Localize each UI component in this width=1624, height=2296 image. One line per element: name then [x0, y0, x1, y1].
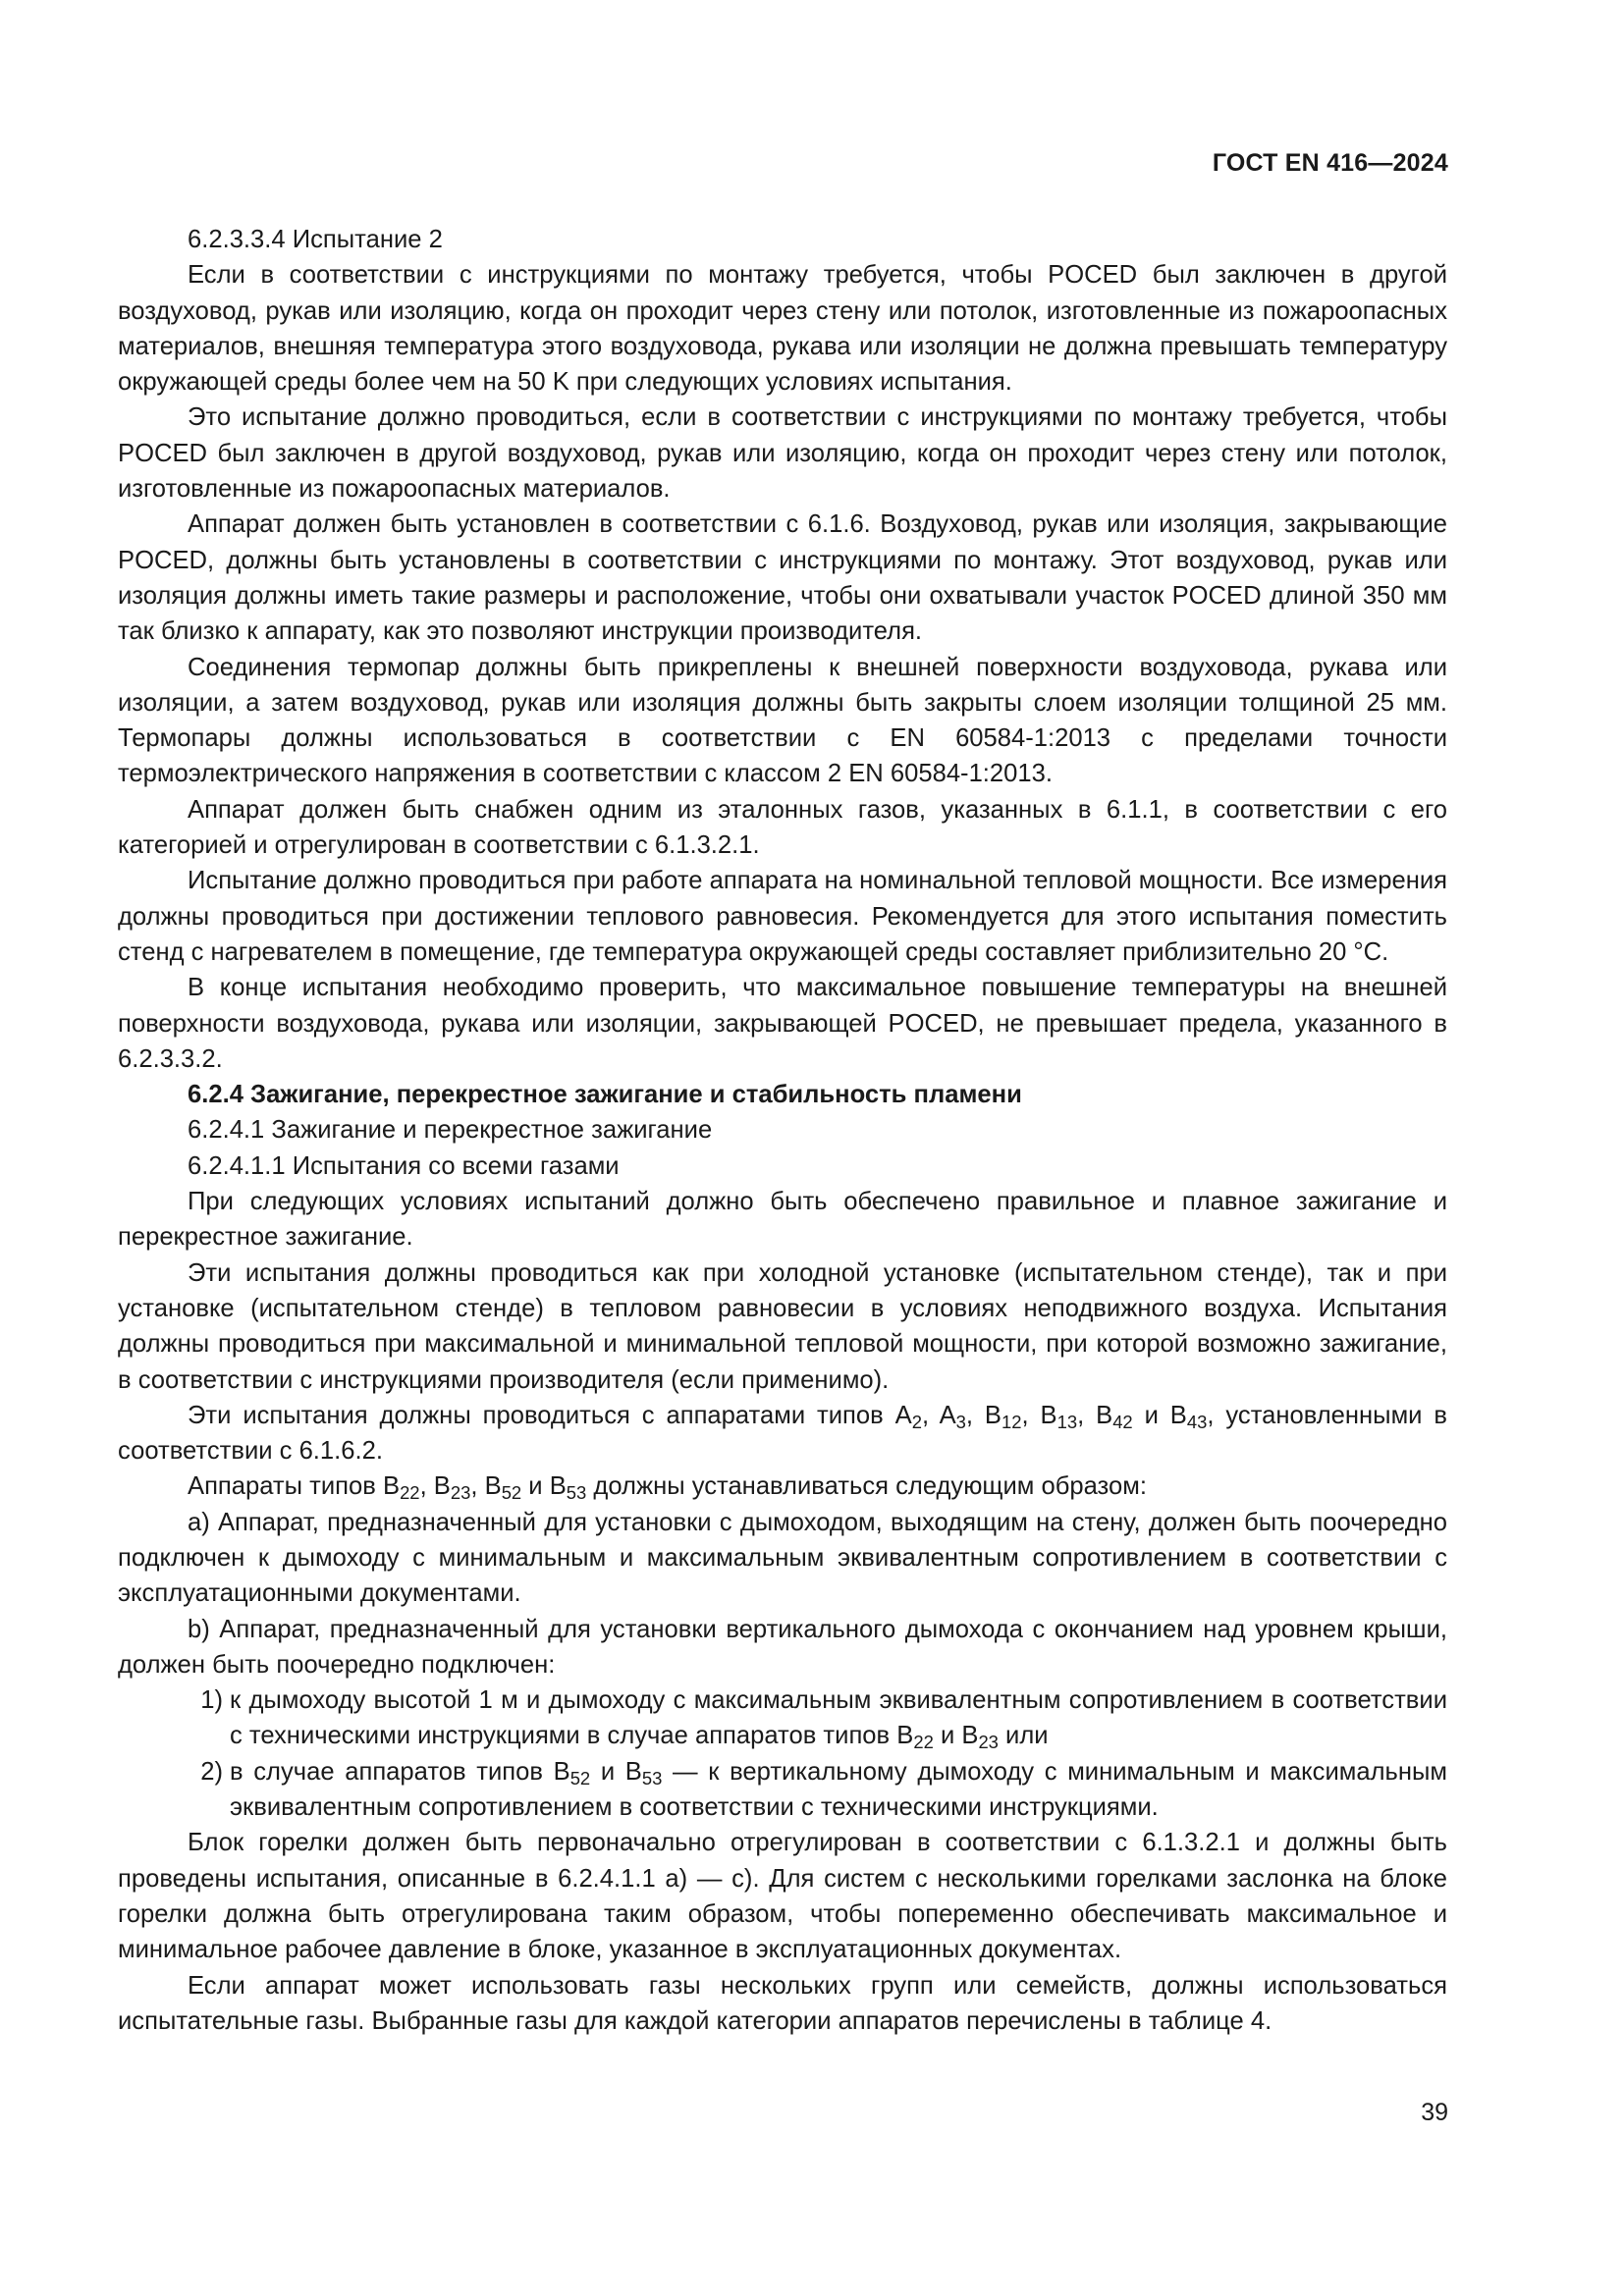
text: B — [433, 1472, 451, 1501]
paragraph: Если аппарат может использовать газы нескольких групп или семейств, должны использоваться испытательные газы. Выбранные газы для каждой категории аппаратов перечислены в таблице 4. — [118, 1971, 1447, 2035]
text: B — [1096, 1401, 1113, 1429]
page-number: 39 — [1421, 2099, 1448, 2126]
paragraph: В конце испытания необходимо проверить, что максимальное повышение температуры на внешней поверхности воздуховода, рукава или изоляции, закрывающей POCED, не превышает предела, указанного в 6.2.3.3.2. — [118, 974, 1447, 1073]
text: B — [1040, 1401, 1057, 1429]
paragraph-appliance-types — [118, 1398, 1447, 1469]
text: , установленными в соответствии с 6.1.6.2. — [118, 1401, 1447, 1466]
paragraph: При следующих условиях испытаний должно быть обеспечено правильное и плавное зажигание и перекрестное зажигание. — [118, 1188, 1447, 1252]
subscript: 53 — [566, 1482, 587, 1504]
text: B — [549, 1472, 567, 1501]
paragraph: Аппарат должен быть установлен в соответствии с 6.1.6. Воздуховод, рукав или изоляция, закрывающие POCED, должны быть установлены в соответствии с инструкциями по монтажу. Этот воздуховод, рукав или изоляция должны иметь такие размеры и расположение, чтобы они охватывали участок POCED длиной 350 мм так близко к аппарату, как это позволяют инструкции производителя. — [118, 510, 1447, 646]
text: и — [590, 1757, 625, 1786]
subscript: 22 — [400, 1482, 420, 1504]
text: , — [921, 1401, 940, 1429]
subsection-title-6-2-4-1: 6.2.4.1 Зажигание и перекрестное зажигание — [188, 1116, 713, 1145]
list-item-b: b) Аппарат, предназначенный для установки вертикального дымохода с окончанием над уровнем крыши, должен быть поочередно подключен: — [118, 1615, 1447, 1679]
text: или — [998, 1722, 1049, 1750]
paragraph: Соединения термопар должны быть прикреплены к внешней поверхности воздуховода, рукава или изоляции, а затем воздуховод, рукав или изоляция должны быть закрыты слоем изоляции толщиной 25 мм. Термопары должны использоваться в соответствии с EN 60584-1:2013 с пределами точности термоэлектрического напряжения в соответствии с классом 2 EN 60584-1:2013. — [118, 653, 1447, 788]
list-item-a: a) Аппарат, предназначенный для установки с дымоходом, выходящим на стену, должен быть поочередно подключен к дымоходу с минимальным и максимальным эквивалентным сопротивлением в соответствии с эксплуатационными документами. — [118, 1508, 1447, 1608]
subscript: 52 — [569, 1767, 591, 1789]
subsection-title-6-2-3-3-4: 6.2.3.3.4 Испытание 2 — [188, 226, 443, 253]
text: и — [1132, 1401, 1170, 1429]
text: в случае аппаратов типов B — [230, 1757, 570, 1786]
text: к дымоходу высотой 1 м и дымоходу с максимальным эквивалентным сопротивлением в соответствии с техническими инструкциями в случае аппаратов типов B — [230, 1686, 1447, 1750]
subscript: 53 — [641, 1767, 663, 1789]
subscript: 23 — [450, 1482, 471, 1504]
text: B — [624, 1757, 642, 1786]
text: , — [470, 1472, 485, 1501]
text: B — [1169, 1401, 1187, 1429]
text: B — [961, 1722, 979, 1750]
text: , — [1021, 1401, 1041, 1429]
text: , — [419, 1472, 434, 1501]
text: , — [965, 1401, 985, 1429]
subscript: 52 — [501, 1482, 522, 1504]
text: и — [521, 1472, 550, 1501]
subscript: 42 — [1112, 1411, 1133, 1432]
subscript: 3 — [955, 1411, 966, 1432]
subscript: 2 — [911, 1411, 922, 1432]
paragraph: Аппарат должен быть снабжен одним из эталонных газов, указанных в 6.1.1, в соответствии с его категорией и отрегулирован в соответствии с 6.1.3.2.1. — [118, 795, 1447, 860]
paragraph: Если в соответствии с инструкциями по монтажу требуется, чтобы POCED был заключен в другой воздуховод, рукав или изоляцию, когда он проходит через стену или потолок, изготовленные из пожароопасных материалов, внешняя температура этого воздуховода, рукава или изоляции не должна превышать температуру окружающей среды более чем на 50 K при следующих условиях испытания. — [118, 261, 1447, 397]
subscript: 23 — [978, 1732, 999, 1753]
text: B — [984, 1401, 1001, 1429]
list-number: 2) — [200, 1757, 223, 1786]
subscript: 12 — [1001, 1411, 1022, 1432]
text: — к вертикальному дымоходу с минимальным и максимальным эквивалентным сопротивлением в соответствии с техническими инструкциями. — [230, 1757, 1447, 1822]
list-item-1 — [118, 1682, 1447, 1754]
text: , — [1077, 1401, 1097, 1429]
subscript: 13 — [1056, 1411, 1078, 1432]
subscript: 22 — [913, 1732, 934, 1753]
text: Эти испытания должны проводиться с аппаратами типов A — [188, 1401, 912, 1429]
list-number: 1) — [200, 1686, 223, 1715]
text: Аппараты типов B — [188, 1472, 401, 1501]
paragraph-appliance-types-b — [118, 1468, 1447, 1504]
paragraph: Эти испытания должны проводиться как при холодной установке (испытательном стенде), так и при установке (испытательном стенде) в тепловом равновесии в условиях неподвижного воздуха. Испытания должны проводиться при максимальной и минимальной тепловой мощности, при которой возможно зажигание, в соответствии с инструкциями производителя (если применимо). — [118, 1258, 1447, 1394]
paragraph: Это испытание должно проводиться, если в соответствии с инструкциями по монтажу требуется, чтобы POCED был заключен в другой воздуховод, рукав или изоляцию, когда он проходит через стену или потолок, изготовленные из пожароопасных материалов. — [118, 403, 1447, 504]
subscript: 43 — [1186, 1411, 1208, 1432]
paragraph: Блок горелки должен быть первоначально отрегулирован в соответствии с 6.1.3.2.1 и должны быть проведены испытания, описанные в 6.2.4.1.1 a) — c). Для систем с несколькими горелками заслонка на блоке горелки должна быть отрегулирована таким образом, чтобы попеременно обеспечивать максимальное и минимальное рабочее давление в блоке, указанное в эксплуатационных документах. — [118, 1829, 1447, 1964]
text: должны устанавливаться следующим образом: — [586, 1472, 1147, 1501]
document-body — [118, 222, 1447, 2039]
text: B — [484, 1472, 502, 1501]
list-item-2 — [118, 1754, 1447, 1826]
section-title-6-2-4: 6.2.4 Зажигание, перекрестное зажигание и стабильность пламени — [188, 1081, 1022, 1109]
document-header-id: ГОСТ EN 416—2024 — [1212, 149, 1448, 177]
text: и — [933, 1722, 962, 1750]
subsection-title-6-2-4-1-1: 6.2.4.1.1 Испытания со всеми газами — [188, 1151, 620, 1180]
text: A — [939, 1401, 956, 1429]
paragraph: Испытание должно проводиться при работе аппарата на номинальной тепловой мощности. Все измерения должны проводиться при достижении теплового равновесия. Рекомендуется для этого испытания поместить стенд с нагревателем в помещение, где температура окружающей среды составляет приблизительно 20 °С. — [118, 867, 1447, 966]
